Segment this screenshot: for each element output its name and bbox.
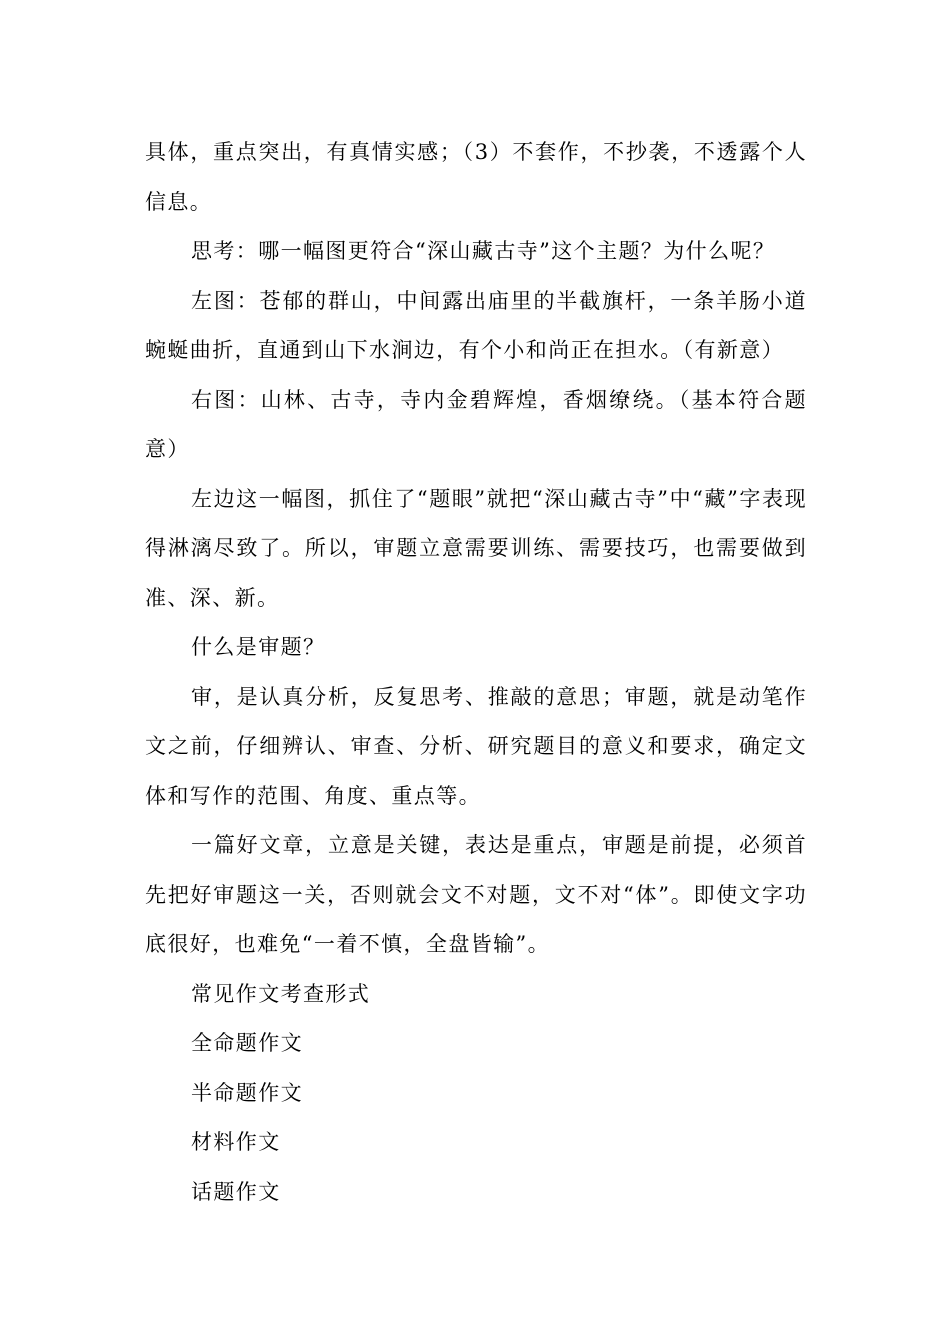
list-item: 全命题作文 bbox=[191, 1031, 303, 1055]
paragraph: 一篇好文章，立意是关键，表达是重点，审题是前提，必须首先把好审题这一关，否则就会文不对题，文不对“体”。即使文字功底很好，也难免“一着不慎，全盘皆输”。 bbox=[145, 833, 807, 956]
section-heading: 常见作文考查形式 bbox=[191, 981, 371, 1006]
paragraph: 右图：山林、古寺，寺内金碧辉煌，香烟缭绕。（基本符合题意） bbox=[145, 387, 807, 461]
list-item: 半命题作文 bbox=[191, 1080, 303, 1105]
paragraph: 什么是审题？ bbox=[191, 635, 326, 659]
paragraph: 左图：苍郁的群山，中间露出庙里的半截旗杆，一条羊肠小道蜿蜒曲折，直通到山下水涧边，有个小和尚正在担水。（有新意） bbox=[145, 288, 807, 362]
paragraph: 审，是认真分析，反复思考、推敲的意思；审题，就是动笔作文之前，仔细辨认、审查、分析、研究题目的意义和要求，确定文体和写作的范围、角度、重点等。 bbox=[145, 684, 807, 808]
paragraph: 思考：哪一幅图更符合“深山藏古寺”这个主题？为什么呢？ bbox=[191, 239, 776, 263]
list-item: 话题作文 bbox=[191, 1179, 281, 1204]
paragraph: 具体，重点突出，有真情实感；（3）不套作，不抄袭，不透露个人信息。 bbox=[145, 140, 807, 214]
paragraph: 左边这一幅图，抓住了“题眼”就把“深山藏古寺”中“藏”字表现得淋漓尽致了。所以，审题立意需要训练、需要技巧，也需要做到准、深、新。 bbox=[145, 486, 807, 610]
list-item: 材料作文 bbox=[191, 1130, 281, 1154]
document-body bbox=[145, 128, 807, 1217]
